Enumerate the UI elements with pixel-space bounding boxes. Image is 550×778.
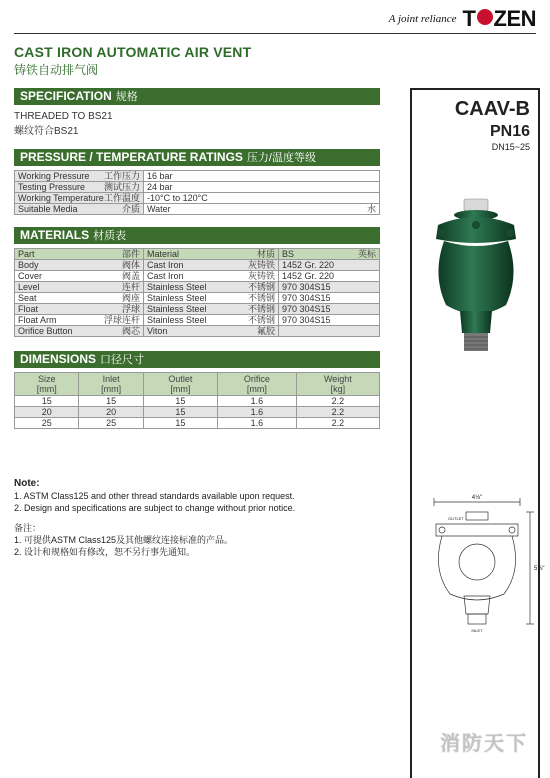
pressure-label-cn: 介质: [121, 204, 140, 214]
materials-bs-cell: 970 304S15: [279, 293, 380, 304]
materials-row: [15, 326, 380, 337]
materials-part-en: Body: [18, 260, 39, 270]
materials-row: [15, 315, 380, 326]
materials-material-en: Stainless Steel: [147, 304, 207, 314]
materials-heading-cn: 材质表: [93, 230, 127, 242]
dimensions-cell: 20: [15, 407, 79, 418]
materials-bs-cell: 970 304S15: [279, 304, 380, 315]
materials-part-cn: 阀体: [121, 260, 140, 270]
pressure-label-cn: 工作压力: [103, 171, 140, 181]
materials-material: [147, 260, 275, 270]
materials-material-cell: [144, 271, 279, 282]
dimensions-cell: 15: [143, 418, 217, 429]
materials-col-part-cn: 部件: [121, 249, 140, 259]
materials-part: [18, 326, 140, 336]
materials-part-en: Cover: [18, 271, 43, 281]
dimensions-cell: 2.2: [296, 418, 379, 429]
materials-material: [147, 326, 275, 336]
materials-part: [18, 282, 140, 292]
page-subtitle-cn: 铸铁自动排气阀: [14, 63, 99, 77]
materials-material-en: Stainless Steel: [147, 282, 207, 292]
pressure-value-en: -10°C to 120°C: [147, 193, 208, 203]
notes-title-en: Note:: [14, 478, 40, 489]
dimensions-cell: 15: [79, 396, 143, 407]
materials-material-en: Stainless Steel: [147, 293, 207, 303]
specification-heading: [14, 88, 380, 105]
materials-row: [15, 271, 380, 282]
pressure-value-cell: [144, 171, 380, 182]
pressure-value: [147, 204, 376, 214]
materials-part-en: Orifice Button: [18, 326, 73, 336]
dimensions-cell: 15: [143, 396, 217, 407]
dimensions-col-unit: [mm]: [246, 384, 267, 394]
drawing-outlet-label: OUTLET: [448, 516, 464, 521]
materials-material-cn: 不锈钢: [247, 315, 275, 325]
materials-material: [147, 293, 275, 303]
dimensions-col-header: [143, 373, 217, 396]
pressure-row: [15, 171, 380, 182]
dimensions-header-row: [15, 373, 380, 396]
dimensions-col-unit: [kg]: [330, 384, 346, 394]
pressure-row: [15, 182, 380, 193]
dimensions-col-name: Orifice: [243, 374, 270, 384]
dimensions-col-name: Weight: [323, 374, 352, 384]
dimensions-cell: 1.6: [217, 418, 296, 429]
model-size-range: DN15~25: [491, 142, 530, 152]
pressure-label-en: Working Temperature: [18, 193, 104, 203]
dimensions-cell: 1.6: [217, 407, 296, 418]
pressure-label-en: Working Pressure: [18, 171, 90, 181]
materials-part: [18, 315, 140, 325]
dimensions-table: [14, 372, 380, 429]
pressure-value-cell: [144, 193, 380, 204]
specification-heading-en: SPECIFICATION: [20, 89, 112, 103]
materials-part-cell: [15, 326, 144, 337]
materials-part-cell: [15, 315, 144, 326]
pressure-label: [18, 171, 140, 181]
notes-title-cn: 备注：: [14, 523, 42, 533]
dimensions-col-header: [79, 373, 143, 396]
pressure-label-cell: [15, 193, 144, 204]
materials-bs-cell: 970 304S15: [279, 315, 380, 326]
materials-bs-cell: 1452 Gr. 220: [279, 271, 380, 282]
logo-red-dot-icon: [477, 9, 493, 25]
materials-row: [15, 293, 380, 304]
materials-part: [18, 271, 140, 281]
brand-header: [389, 8, 536, 30]
materials-bs-cell: [279, 326, 380, 337]
model-pressure-class: PN16: [489, 123, 530, 140]
materials-part-en: Seat: [18, 293, 37, 303]
materials-part-cn: 阀盖: [121, 271, 140, 281]
materials-bs-cell: 1452 Gr. 220: [279, 260, 380, 271]
materials-material-cn: 氟胶: [256, 326, 275, 336]
drawing-width-label: 4⅛": [471, 495, 483, 501]
materials-part: [18, 293, 140, 303]
materials-part-cn: 阀座: [121, 293, 140, 303]
materials-part-cell: [15, 304, 144, 315]
note-item-en-2: 2. Design and specifications are subject to change without prior notice.: [14, 503, 296, 513]
logo-text-pre: T: [462, 6, 476, 31]
dimensions-col-name: Outlet: [168, 374, 193, 384]
materials-material-cell: [144, 293, 279, 304]
watermark: 消防天下: [440, 733, 528, 755]
materials-part-cn: 阀芯: [121, 326, 140, 336]
materials-material-en: Cast Iron: [147, 271, 184, 281]
materials-material-en: Stainless Steel: [147, 315, 207, 325]
dimensions-col-name: Inlet: [102, 374, 120, 384]
notes-section: [14, 478, 394, 558]
dimensions-heading-en: DIMENSIONS: [20, 352, 97, 366]
pressure-label-cn: 工作温度: [103, 193, 140, 203]
pressure-value-cell: [144, 182, 380, 193]
specification-text: [14, 109, 380, 139]
pressure-value-en: Water: [147, 204, 171, 214]
materials-part: [18, 304, 140, 314]
specification-line-cn: 螺纹符合BS21: [14, 126, 79, 137]
materials-row: [15, 260, 380, 271]
pressure-label-cn: 测试压力: [103, 182, 140, 192]
materials-material-en: Cast Iron: [147, 260, 184, 270]
dimensions-cell: 1.6: [217, 396, 296, 407]
header-divider: [14, 33, 536, 34]
materials-part: [18, 260, 140, 270]
logo-text-post: ZEN: [493, 6, 536, 31]
materials-col-material: [144, 249, 279, 260]
dimensions-cell: 2.2: [296, 407, 379, 418]
pressure-heading-cn: 压力/温度等级: [246, 152, 316, 164]
dimensions-col-header: [217, 373, 296, 396]
pressure-label-cell: [15, 182, 144, 193]
drawing-height-label: 5⅛": [534, 566, 545, 572]
dimensions-cell: 15: [143, 407, 217, 418]
materials-part-cell: [15, 260, 144, 271]
materials-col-material-en: Material: [147, 249, 180, 259]
materials-col-bs-cn: 英标: [357, 249, 376, 259]
pressure-label-cell: [15, 171, 144, 182]
materials-heading-en: MATERIALS: [20, 228, 90, 242]
note-item-cn-1: 1. 可提供ASTM Class125及其他螺纹连接标准的产品。: [14, 535, 234, 545]
dimensions-cell: 25: [79, 418, 143, 429]
pressure-value-cell: [144, 204, 380, 215]
specification-line-en: THREADED TO BS21: [14, 111, 113, 122]
materials-material: [147, 282, 275, 292]
page-title: CAST IRON AUTOMATIC AIR VENT: [14, 44, 252, 60]
content-column: [14, 88, 380, 429]
materials-material-cell: [144, 282, 279, 293]
title-block: [14, 44, 251, 78]
dimensions-col-header: [15, 373, 79, 396]
materials-part-en: Float: [18, 304, 39, 314]
note-item-cn-2: 2. 设计和规格如有修改，恕不另行事先通知。: [14, 547, 196, 557]
dimensions-cell: 20: [79, 407, 143, 418]
materials-row: [15, 282, 380, 293]
model-info: [412, 98, 538, 152]
materials-material: [147, 304, 275, 314]
pressure-heading-en: PRESSURE / TEMPERATURE RATINGS: [20, 150, 243, 164]
materials-part-cn: 连杆: [121, 282, 140, 292]
materials-part-en: Level: [18, 282, 40, 292]
materials-material-en: Viton: [147, 326, 168, 336]
materials-part-cn: 浮球: [121, 304, 140, 314]
pressure-label-en: Suitable Media: [18, 204, 78, 214]
dimensions-row: [15, 407, 380, 418]
materials-col-part-en: Part: [18, 249, 35, 259]
pressure-label: [18, 193, 140, 203]
brand-tagline: A joint reliance: [388, 13, 457, 25]
dimensions-col-name: Size: [37, 374, 56, 384]
pressure-table: [14, 170, 380, 215]
materials-row: [15, 304, 380, 315]
materials-material-cn: 不锈钢: [247, 304, 275, 314]
dimensions-heading-cn: 口径尺寸: [100, 354, 145, 366]
pressure-label-cell: [15, 204, 144, 215]
materials-header-row: [15, 249, 380, 260]
materials-material-cn: 不锈钢: [247, 282, 275, 292]
materials-material: [147, 315, 275, 325]
dimensions-cell: 2.2: [296, 396, 379, 407]
dimensions-col-unit: [mm]: [170, 384, 191, 394]
materials-bs-cell: 970 304S15: [279, 282, 380, 293]
materials-col-part: [15, 249, 144, 260]
pressure-label-en: Testing Pressure: [18, 182, 86, 192]
pressure-value-en: 24 bar: [147, 182, 173, 192]
pressure-value: [147, 193, 376, 203]
materials-heading: [14, 227, 380, 244]
materials-part-cell: [15, 282, 144, 293]
materials-col-bs: [279, 249, 380, 260]
pressure-row: [15, 193, 380, 204]
materials-table: [14, 248, 380, 337]
materials-material-cell: [144, 315, 279, 326]
air-vent-photo-icon: [416, 195, 536, 365]
pressure-value-en: 16 bar: [147, 171, 173, 181]
dimensions-row: [15, 418, 380, 429]
materials-part-cell: [15, 293, 144, 304]
pressure-label: [18, 204, 140, 214]
pressure-heading: [14, 149, 380, 166]
materials-material: [147, 271, 275, 281]
pressure-value-cn: 水: [366, 204, 376, 214]
materials-material-cn: 灰铸铁: [247, 260, 275, 270]
pressure-label: [18, 182, 140, 192]
dimensions-col-unit: [mm]: [101, 384, 122, 394]
materials-col-material-cn: 材质: [256, 249, 275, 259]
tozen-logo: [463, 8, 536, 30]
dimension-drawing-icon: [416, 490, 545, 640]
materials-part-en: Float Arm: [18, 315, 57, 325]
materials-material-cell: [144, 304, 279, 315]
materials-part-cn: 浮球连杆: [103, 315, 140, 325]
dimensions-cell: 15: [15, 396, 79, 407]
note-item-en-1: 1. ASTM Class125 and other thread standards available upon request.: [14, 491, 295, 501]
dimensions-row: [15, 396, 380, 407]
materials-part-cell: [15, 271, 144, 282]
dimensions-heading: [14, 351, 380, 368]
pressure-row: [15, 204, 380, 215]
materials-material-cn: 不锈钢: [247, 293, 275, 303]
dimensions-cell: 25: [15, 418, 79, 429]
model-panel: [410, 88, 545, 778]
pressure-value: [147, 171, 376, 181]
materials-material-cn: 灰铸铁: [247, 271, 275, 281]
drawing-inlet-label: INLET: [471, 628, 483, 633]
materials-col-bs-en: BS: [282, 249, 295, 259]
materials-material-cell: [144, 260, 279, 271]
dimensions-col-header: [296, 373, 379, 396]
dimensions-col-unit: [mm]: [36, 384, 57, 394]
pressure-value: [147, 182, 376, 192]
materials-material-cell: [144, 326, 279, 337]
specification-heading-cn: 规格: [115, 91, 138, 103]
model-name: CAAV-B: [454, 98, 530, 120]
